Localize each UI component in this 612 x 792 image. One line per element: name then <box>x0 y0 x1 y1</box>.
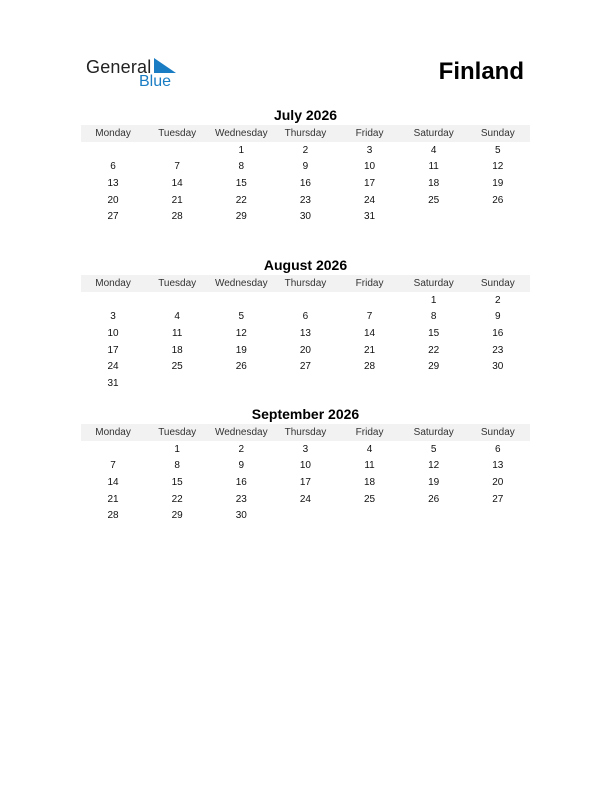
day-cell: 6 <box>495 443 501 455</box>
day-cell: 17 <box>299 476 311 488</box>
day-cell: 10 <box>364 161 376 173</box>
day-cell: 16 <box>299 177 311 189</box>
weeks-grid <box>81 142 530 225</box>
day-cell: 25 <box>171 361 183 373</box>
day-cell: 20 <box>492 476 504 488</box>
day-cell: 9 <box>495 311 501 323</box>
logo-word-general: General <box>86 57 152 77</box>
weekday-label: Tuesday <box>158 278 197 289</box>
week-row <box>81 375 530 392</box>
weekday-label: Sunday <box>480 278 515 289</box>
day-cell: 5 <box>430 443 437 455</box>
day-cell: 15 <box>171 476 183 488</box>
week-row <box>81 309 530 326</box>
weekday-label: Monday <box>95 278 131 289</box>
month-block <box>81 107 530 225</box>
day-cell: 25 <box>364 493 376 505</box>
day-cell: 11 <box>428 161 439 173</box>
weekday-label: Thursday <box>284 427 327 438</box>
day-cell: 8 <box>430 311 437 323</box>
week-row <box>81 342 530 359</box>
weekday-label: Saturday <box>413 427 454 438</box>
month-block <box>81 257 530 392</box>
weeks-grid <box>81 441 530 524</box>
weekday-label: Wednesday <box>214 427 268 438</box>
day-cell: 19 <box>492 177 504 189</box>
day-cell: 23 <box>299 194 311 206</box>
weekday-header <box>81 424 530 441</box>
weekday-header <box>81 125 530 142</box>
day-cell: 26 <box>235 361 247 373</box>
day-cell: 16 <box>492 327 504 339</box>
logo-flag-icon <box>154 58 176 73</box>
weekday-label: Friday <box>355 427 384 438</box>
logo <box>86 55 186 95</box>
day-cell: 3 <box>110 311 116 323</box>
week-row <box>81 192 530 209</box>
weekday-label: Monday <box>95 128 131 139</box>
weekday-label: Wednesday <box>214 128 268 139</box>
day-cell: 13 <box>107 177 119 189</box>
week-row <box>81 175 530 192</box>
day-cell: 6 <box>302 311 309 323</box>
day-cell: 23 <box>492 344 504 356</box>
day-cell: 14 <box>107 476 119 488</box>
day-cell: 30 <box>235 510 247 522</box>
weekday-label: Thursday <box>284 278 327 289</box>
day-cell: 31 <box>107 377 119 389</box>
week-row <box>81 474 530 491</box>
day-cell: 2 <box>238 443 245 455</box>
weeks-grid <box>81 292 530 392</box>
week-row <box>81 491 530 508</box>
day-cell: 18 <box>428 177 440 189</box>
day-cell: 13 <box>299 327 311 339</box>
day-cell: 12 <box>235 327 247 339</box>
day-cell: 15 <box>235 177 247 189</box>
day-cell: 13 <box>492 460 504 472</box>
month-title: August 2026 <box>263 257 348 273</box>
day-cell: 4 <box>174 311 180 323</box>
day-cell: 22 <box>428 344 440 356</box>
day-cell: 31 <box>364 211 376 223</box>
day-cell: 20 <box>107 194 119 206</box>
day-cell: 28 <box>364 361 376 373</box>
day-cell: 9 <box>302 161 309 173</box>
weekday-label: Friday <box>355 278 384 289</box>
month-title: July 2026 <box>273 107 338 123</box>
day-cell: 7 <box>110 460 116 472</box>
week-row <box>81 208 530 225</box>
day-cell: 10 <box>107 327 119 339</box>
week-row <box>81 458 530 475</box>
week-row <box>81 159 530 176</box>
week-row <box>81 325 530 342</box>
day-cell: 9 <box>238 460 245 472</box>
day-cell: 11 <box>364 460 375 472</box>
day-cell: 17 <box>364 177 376 189</box>
day-cell: 5 <box>495 144 501 156</box>
day-cell: 28 <box>107 510 119 522</box>
day-cell: 30 <box>299 211 311 223</box>
day-cell: 21 <box>107 493 119 505</box>
day-cell: 22 <box>235 194 247 206</box>
weekday-label: Tuesday <box>158 128 197 139</box>
day-cell: 15 <box>428 327 440 339</box>
day-cell: 8 <box>238 161 245 173</box>
day-cell: 16 <box>235 476 247 488</box>
month-block <box>81 406 530 524</box>
day-cell: 8 <box>174 460 180 472</box>
day-cell: 24 <box>299 493 311 505</box>
weekday-label: Monday <box>95 427 131 438</box>
day-cell: 19 <box>428 476 440 488</box>
day-cell: 3 <box>302 443 309 455</box>
day-cell: 14 <box>364 327 376 339</box>
day-cell: 7 <box>366 311 373 323</box>
day-cell: 19 <box>235 344 247 356</box>
logo-word-blue: Blue <box>139 73 172 90</box>
day-cell: 26 <box>428 493 440 505</box>
weekday-label: Saturday <box>413 128 454 139</box>
day-cell: 7 <box>174 161 180 173</box>
week-row <box>81 292 530 309</box>
day-cell: 29 <box>428 361 440 373</box>
weekday-label: Friday <box>355 128 384 139</box>
day-cell: 27 <box>492 493 504 505</box>
day-cell: 28 <box>171 211 183 223</box>
day-cell: 29 <box>235 211 247 223</box>
day-cell: 1 <box>430 294 437 306</box>
weekday-label: Sunday <box>480 128 515 139</box>
day-cell: 1 <box>238 144 245 156</box>
day-cell: 12 <box>428 460 440 472</box>
day-cell: 14 <box>171 177 183 189</box>
day-cell: 10 <box>299 460 311 472</box>
day-cell: 2 <box>302 144 309 156</box>
day-cell: 12 <box>492 161 504 173</box>
week-row <box>81 441 530 458</box>
day-cell: 26 <box>492 194 504 206</box>
country-title: Finland <box>438 58 524 85</box>
day-cell: 27 <box>107 211 119 223</box>
day-cell: 17 <box>107 344 119 356</box>
day-cell: 30 <box>492 361 504 373</box>
day-cell: 6 <box>110 161 116 173</box>
month-title: September 2026 <box>251 406 360 422</box>
day-cell: 21 <box>171 194 183 206</box>
day-cell: 18 <box>171 344 183 356</box>
day-cell: 24 <box>364 194 376 206</box>
day-cell: 5 <box>238 311 245 323</box>
weekday-header <box>81 275 530 292</box>
day-cell: 25 <box>428 194 440 206</box>
day-cell: 4 <box>430 144 437 156</box>
day-cell: 4 <box>366 443 373 455</box>
day-cell: 11 <box>171 327 183 339</box>
day-cell: 21 <box>364 344 376 356</box>
day-cell: 29 <box>171 510 183 522</box>
day-cell: 24 <box>107 361 119 373</box>
day-cell: 22 <box>171 493 183 505</box>
week-row <box>81 507 530 524</box>
weekday-label: Sunday <box>480 427 515 438</box>
week-row <box>81 142 530 159</box>
weekday-label: Saturday <box>413 278 454 289</box>
weekday-label: Thursday <box>284 128 327 139</box>
weekday-label: Wednesday <box>214 278 268 289</box>
day-cell: 23 <box>235 493 247 505</box>
day-cell: 1 <box>174 443 180 455</box>
day-cell: 3 <box>366 144 373 156</box>
week-row <box>81 358 530 375</box>
day-cell: 20 <box>299 344 311 356</box>
day-cell: 2 <box>495 294 501 306</box>
day-cell: 18 <box>364 476 376 488</box>
weekday-label: Tuesday <box>158 427 197 438</box>
day-cell: 27 <box>299 361 311 373</box>
